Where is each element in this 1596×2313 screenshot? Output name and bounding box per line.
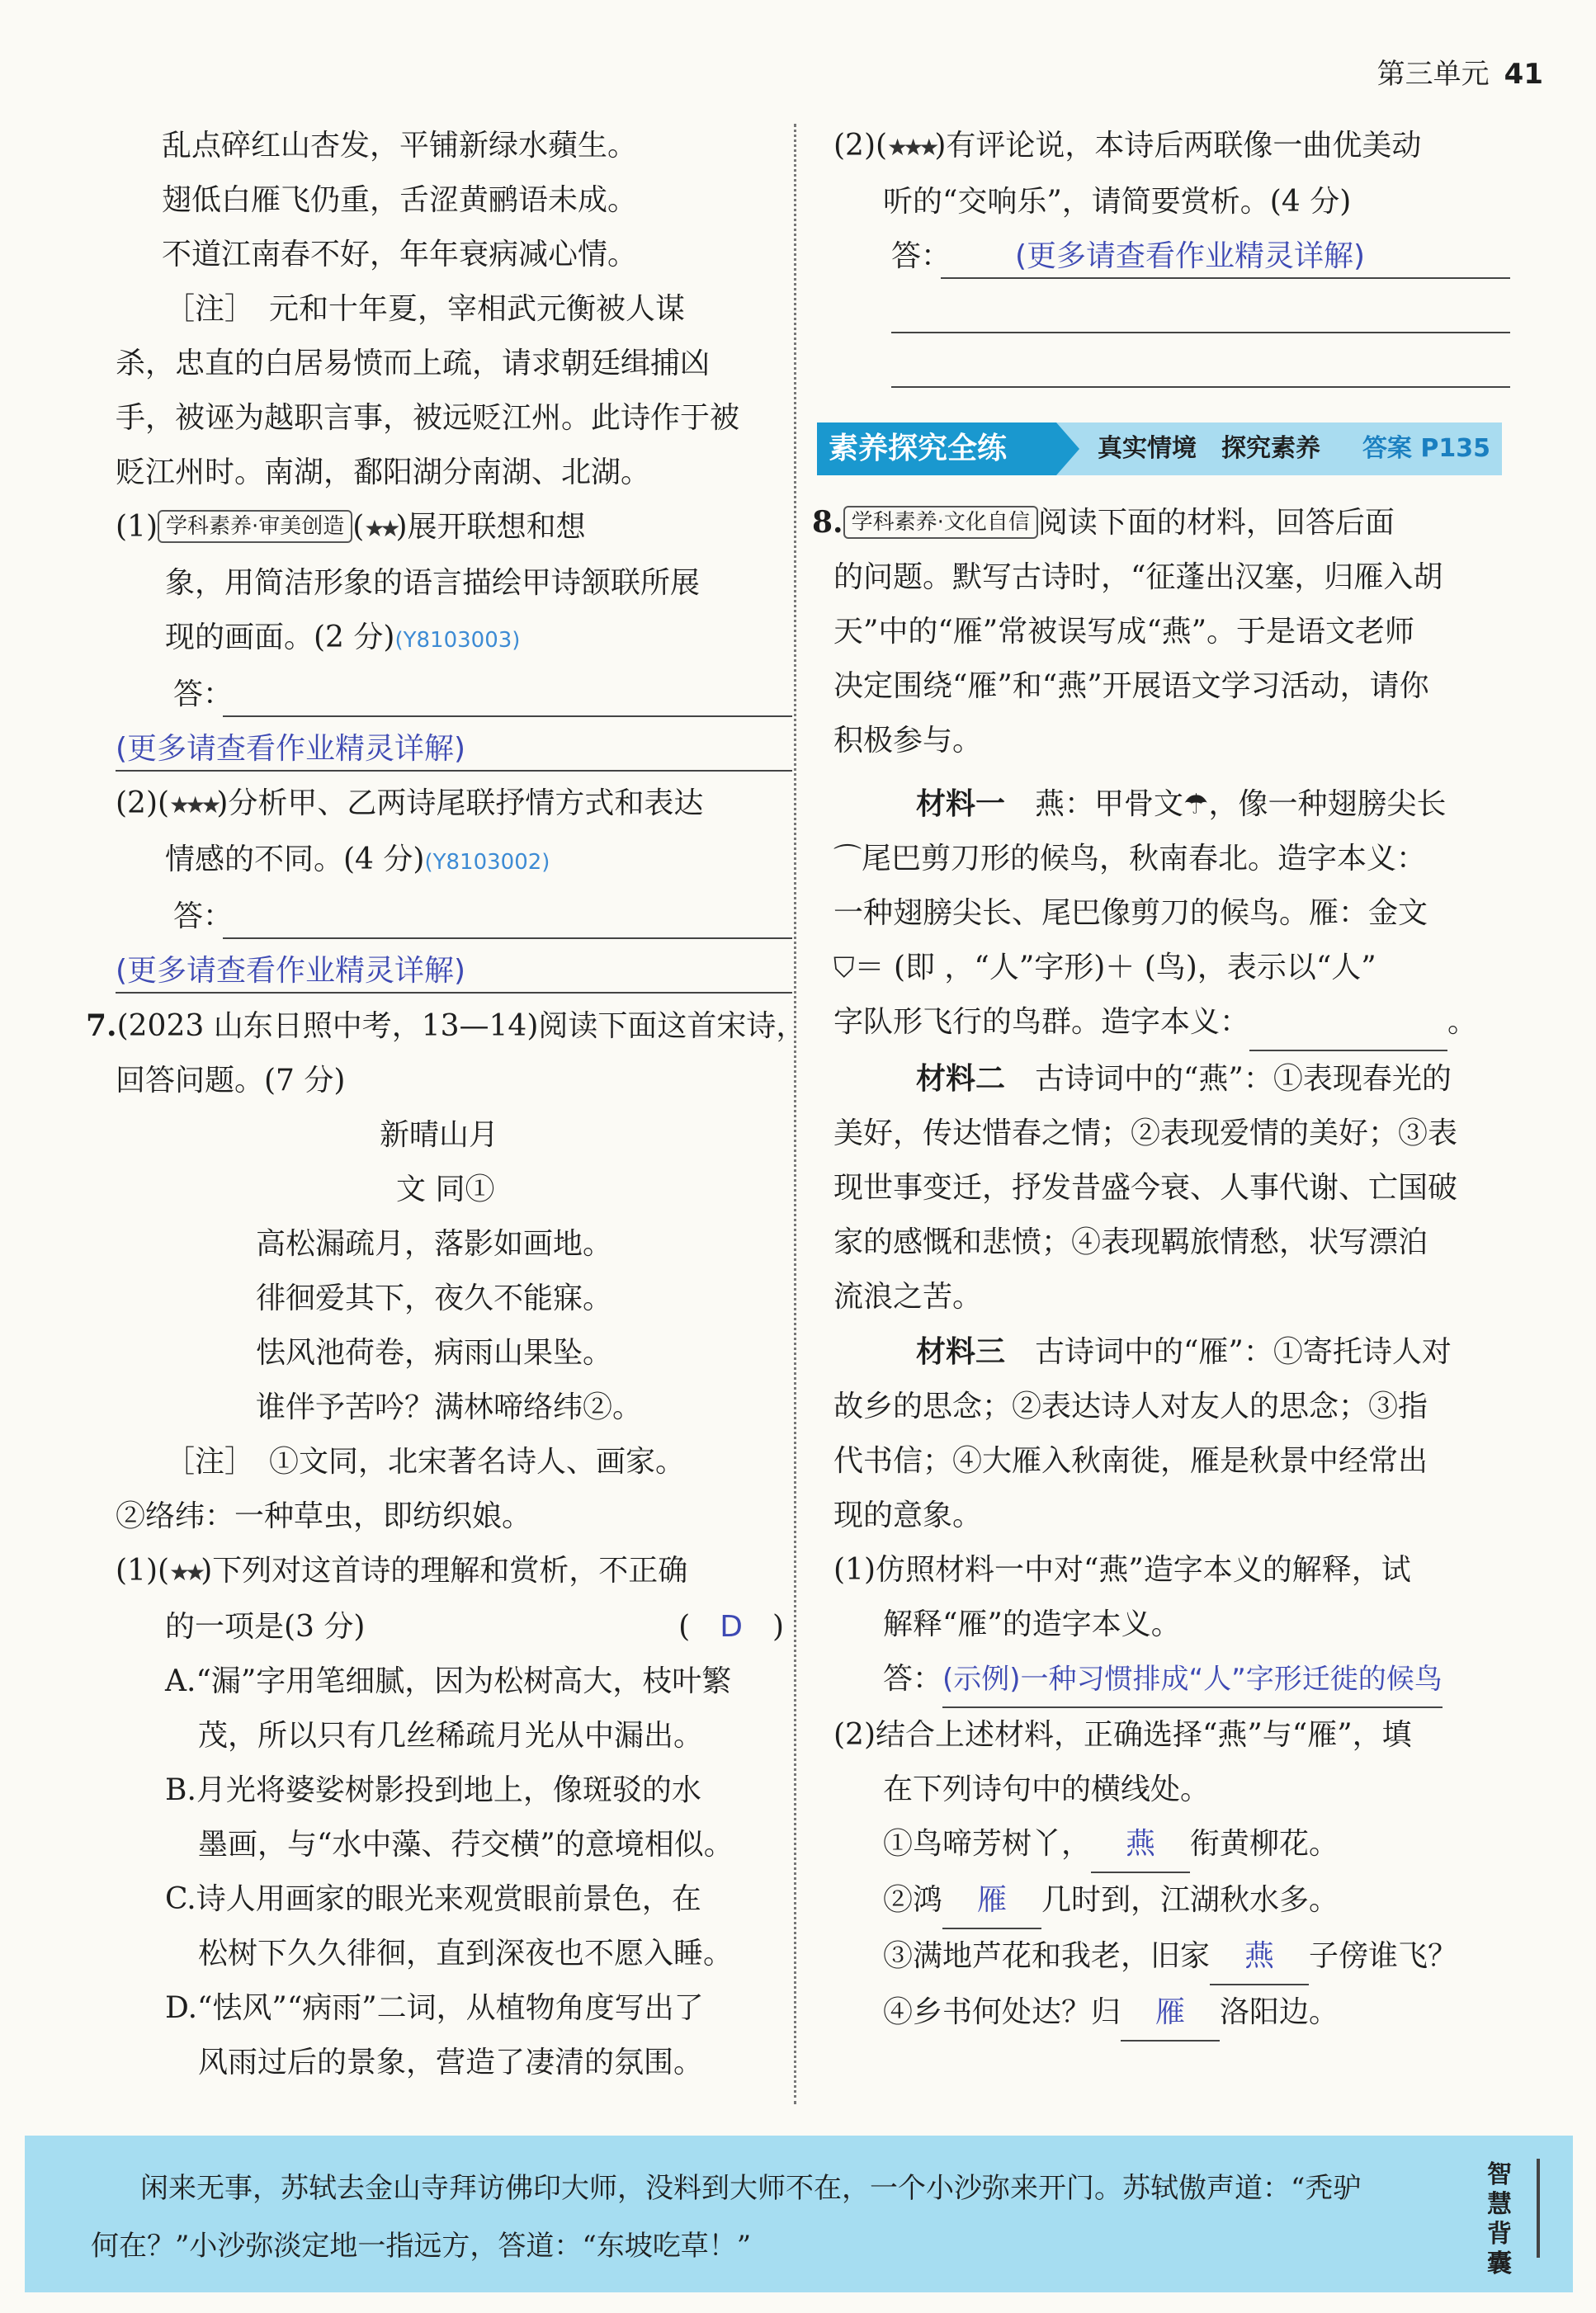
answer-line[interactable]	[833, 338, 1494, 393]
question-7: 7.(2023 山东日照中考，13—14)阅读下面这首宋诗，	[86, 1008, 806, 1043]
material-text: 故乡的思念；②表达诗人对友人的思念；③指	[833, 1390, 1428, 1423]
fill-item: ①鸟啼芳树丫， 燕 衔黄柳花。	[833, 1817, 1494, 1873]
question-text: 的问题。默写古诗时，“征蓬出汉塞，归雁入胡	[833, 560, 1443, 594]
material-3: 材料三 古诗词中的“雁”：①寄托诗人对	[916, 1334, 1452, 1369]
material-text: 一种翅膀尖长、尾巴像剪刀的候鸟。雁：金文	[833, 896, 1428, 930]
banner-title: 素养探究全练	[817, 422, 1056, 475]
footer-text: 闲来无事，苏轼去金山寺拜访佛印大师，没料到大师不在，一个小沙弥来开门。苏轼傲声道：“秃驴	[140, 2172, 1362, 2205]
poem-line: 谁伴予苦吟？满林啼络纬②。	[256, 1390, 643, 1424]
question-8-1: (1)仿照材料一中对“燕”造字本义的解释，试	[833, 1553, 1411, 1587]
blank-line[interactable]	[1249, 995, 1447, 1051]
fill-item: ③满地芦花和我老，旧家 燕 子傍谁飞？	[833, 1929, 1494, 1985]
material-text: 美好，传达惜春之情；②表现爱情的美好；③表	[833, 1116, 1458, 1150]
question-text: 解释“雁”的造字本义。	[883, 1607, 1181, 1641]
option-b[interactable]: B.月光将婆娑树影投到地上，像斑驳的水	[165, 1773, 701, 1807]
answer-text: (示例)一种习惯排成“人”字形迁徙的候鸟	[942, 1652, 1443, 1708]
blank-answer[interactable]: 雁	[942, 1873, 1041, 1929]
star-rating-icon: ★★	[169, 1559, 201, 1586]
note-line: ［注］ 元和十年夏，宰相武元衡被人谋	[165, 292, 686, 326]
blank-answer[interactable]: 燕	[1210, 1929, 1309, 1985]
star-rating-icon: ★★	[364, 515, 396, 542]
answer-page-link[interactable]: 答案 P135	[1362, 434, 1490, 463]
page-header	[1377, 51, 1543, 92]
material-text: ⌒尾巴剪刀形的候鸟，秋南春北。造字本义：	[833, 832, 1494, 886]
option-a[interactable]: A.“漏”字用笔细腻，因为松树高大，枝叶繁	[165, 1664, 732, 1698]
answer-line[interactable]	[116, 944, 776, 998]
banner-subtitle: 真实情境 探究素养	[1098, 434, 1320, 463]
answer-line[interactable]: 答：(示例)一种习惯排成“人”字形迁徙的候鸟	[833, 1652, 1494, 1708]
question-7-1: (1)(★★)下列对这首诗的理解和赏析，不正确	[116, 1554, 688, 1588]
unit-label: 第三单元	[1376, 58, 1490, 91]
skill-tag: 学科素养·文化自信	[843, 506, 1038, 539]
poem-title: 新晴山月	[380, 1118, 499, 1152]
option-text: 风雨过后的景象，营造了凄清的氛围。	[198, 2046, 704, 2079]
fill-item: ②鸿 雁 几时到，江湖秋水多。	[833, 1873, 1494, 1929]
question-1: (1) 学科素养·审美创造 (★★)展开联想和想	[116, 510, 586, 544]
note-line: 贬江州时。南湖，鄱阳湖分南湖、北湖。	[116, 456, 651, 489]
poem-line: 翅低白雁飞仍重，舌涩黄鹂语未成。	[162, 183, 638, 217]
question-text: 决定围绕“雁”和“燕”开展语文学习活动，请你	[833, 669, 1429, 703]
poem-line: 高松漏疏月，落影如画地。	[256, 1227, 613, 1261]
answer-choice: D	[720, 1610, 743, 1644]
answer-link[interactable]: (更多请查看作业精灵详解)	[116, 954, 466, 988]
question-text: 情感的不同。(4 分)(Y8103002)	[165, 843, 550, 876]
poem-line: 徘徊爱其下，夜久不能寐。	[256, 1282, 613, 1315]
column-divider	[794, 124, 796, 2104]
star-rating-icon: ★★★	[887, 134, 935, 161]
option-d[interactable]: D.“怯风”“病雨”二词，从植物角度写出了	[165, 1991, 704, 2025]
option-c[interactable]: C.诗人用画家的眼光来观赏眼前景色，在	[165, 1882, 701, 1916]
material-text: ⛉＝ (即 ，“人”字形)＋ (鸟)，表示以“人”	[833, 941, 1494, 995]
option-text: 茂，所以只有几丝稀疏月光从中漏出。	[198, 1719, 704, 1753]
question-8-2: (2)结合上述材料，正确选择“燕”与“雁”，填	[833, 1718, 1412, 1752]
question-7-2: (2)(★★★)有评论说，本诗后两联像一曲优美动	[833, 129, 1422, 163]
answer-line[interactable]: 答：	[116, 890, 776, 944]
question-code: (Y8103002)	[424, 850, 550, 875]
question-text: 回答问题。(7 分)	[116, 1064, 346, 1097]
oracle-bone-glyph-icon: ☂	[1183, 788, 1209, 821]
question-text: 在下列诗句中的横线处。	[883, 1773, 1211, 1806]
question-text: 现的画面。(2 分)(Y8103003)	[165, 621, 521, 654]
note-line: ②络纬：一种草虫，即纺织娘。	[116, 1499, 532, 1533]
chevron-right-icon	[1056, 422, 1079, 475]
option-text: 松树下久久徘徊，直到深夜也不愿入睡。	[198, 1937, 734, 1971]
question-8: 8. 学科素养·文化自信 阅读下面的材料，回答后面	[812, 505, 1395, 540]
material-text: 现的意象。	[833, 1499, 983, 1532]
note-line: ［注］ ①文同，北宋著名诗人、画家。	[165, 1445, 686, 1479]
poem-line: 怯风池荷卷，病雨山果坠。	[256, 1336, 613, 1370]
blank-answer[interactable]: 雁	[1121, 1985, 1220, 2042]
material-text: 现世事变迁，抒发昔盛今衰、人事代谢、亡国破	[833, 1171, 1458, 1205]
material-text: 字队形飞行的鸟群。造字本义： 。	[833, 995, 1494, 1051]
answer-link[interactable]: (更多请查看作业精灵详解)	[116, 732, 466, 766]
poem-line: 乱点碎红山杏发，平铺新绿水蘋生。	[162, 129, 638, 163]
right-column	[833, 119, 1494, 393]
question-text: 象，用简洁形象的语言描绘甲诗颔联所展	[165, 566, 701, 600]
question-text: 听的“交响乐”，请简要赏析。(4 分)	[883, 185, 1352, 219]
bronze-glyph-icon: ⛉	[833, 951, 855, 984]
answer-line[interactable]	[833, 284, 1494, 338]
answer-line[interactable]: 答： (更多请查看作业精灵详解)	[833, 229, 1494, 284]
poem-author: 文 同①	[396, 1173, 495, 1206]
poem-line: 不道江南春不好，年年衰病减心情。	[162, 238, 638, 271]
footer-box	[25, 2136, 1573, 2292]
material-text: 流浪之苦。	[833, 1280, 983, 1314]
question-2: (2)(★★★)分析甲、乙两诗尾联抒情方式和表达	[116, 786, 704, 820]
page-number: 41	[1504, 58, 1543, 91]
right-column-lower	[812, 495, 1494, 2042]
blank-answer[interactable]: 燕	[1091, 1817, 1190, 1873]
left-column	[86, 119, 806, 2090]
material-2: 材料二 古诗词中的“燕”：①表现春光的	[916, 1061, 1452, 1096]
footer-side-bar	[1537, 2159, 1540, 2258]
fill-item: ④乡书何处达？归 雁 洛阳边。	[833, 1985, 1494, 2042]
answer-link[interactable]: (更多请查看作业精灵详解)	[1015, 239, 1366, 273]
footer-text: 何在？”小沙弥淡定地一指远方，答道：“东坡吃草！”	[91, 2230, 752, 2263]
option-text: 墨画，与“水中藻、荇交横”的意境相似。	[198, 1828, 734, 1862]
oracle-bone-glyph-icon: ⌒	[833, 843, 862, 876]
answer-line[interactable]: 答：	[116, 668, 776, 722]
answer-line[interactable]	[116, 722, 776, 777]
material-1: 材料一 燕：甲骨文☂，像一种翅膀尖长	[833, 777, 1494, 832]
material-text: 代书信；④大雁入秋南徙，雁是秋景中经常出	[833, 1444, 1428, 1478]
material-text: 家的感慨和悲愤；④表现羁旅情愁，状写漂泊	[833, 1225, 1428, 1259]
skill-tag: 学科素养·审美创造	[158, 510, 352, 543]
question-text: 天”中的“雁”常被误写成“燕”。于是语文老师	[833, 615, 1415, 649]
star-rating-icon: ★★★	[169, 791, 217, 819]
note-line: 手，被诬为越职言事，被远贬江州。此诗作于被	[116, 401, 740, 435]
section-banner	[817, 422, 1502, 475]
question-code: (Y8103003)	[394, 628, 521, 653]
note-line: 杀，忠直的白居易愤而上疏，请求朝廷缉捕凶	[116, 347, 711, 380]
footer-side-label: 智慧背囊	[1487, 2160, 1512, 2278]
question-text: 的一项是(3 分) ( D )	[165, 1610, 784, 1644]
question-text: 积极参与。	[833, 724, 983, 758]
